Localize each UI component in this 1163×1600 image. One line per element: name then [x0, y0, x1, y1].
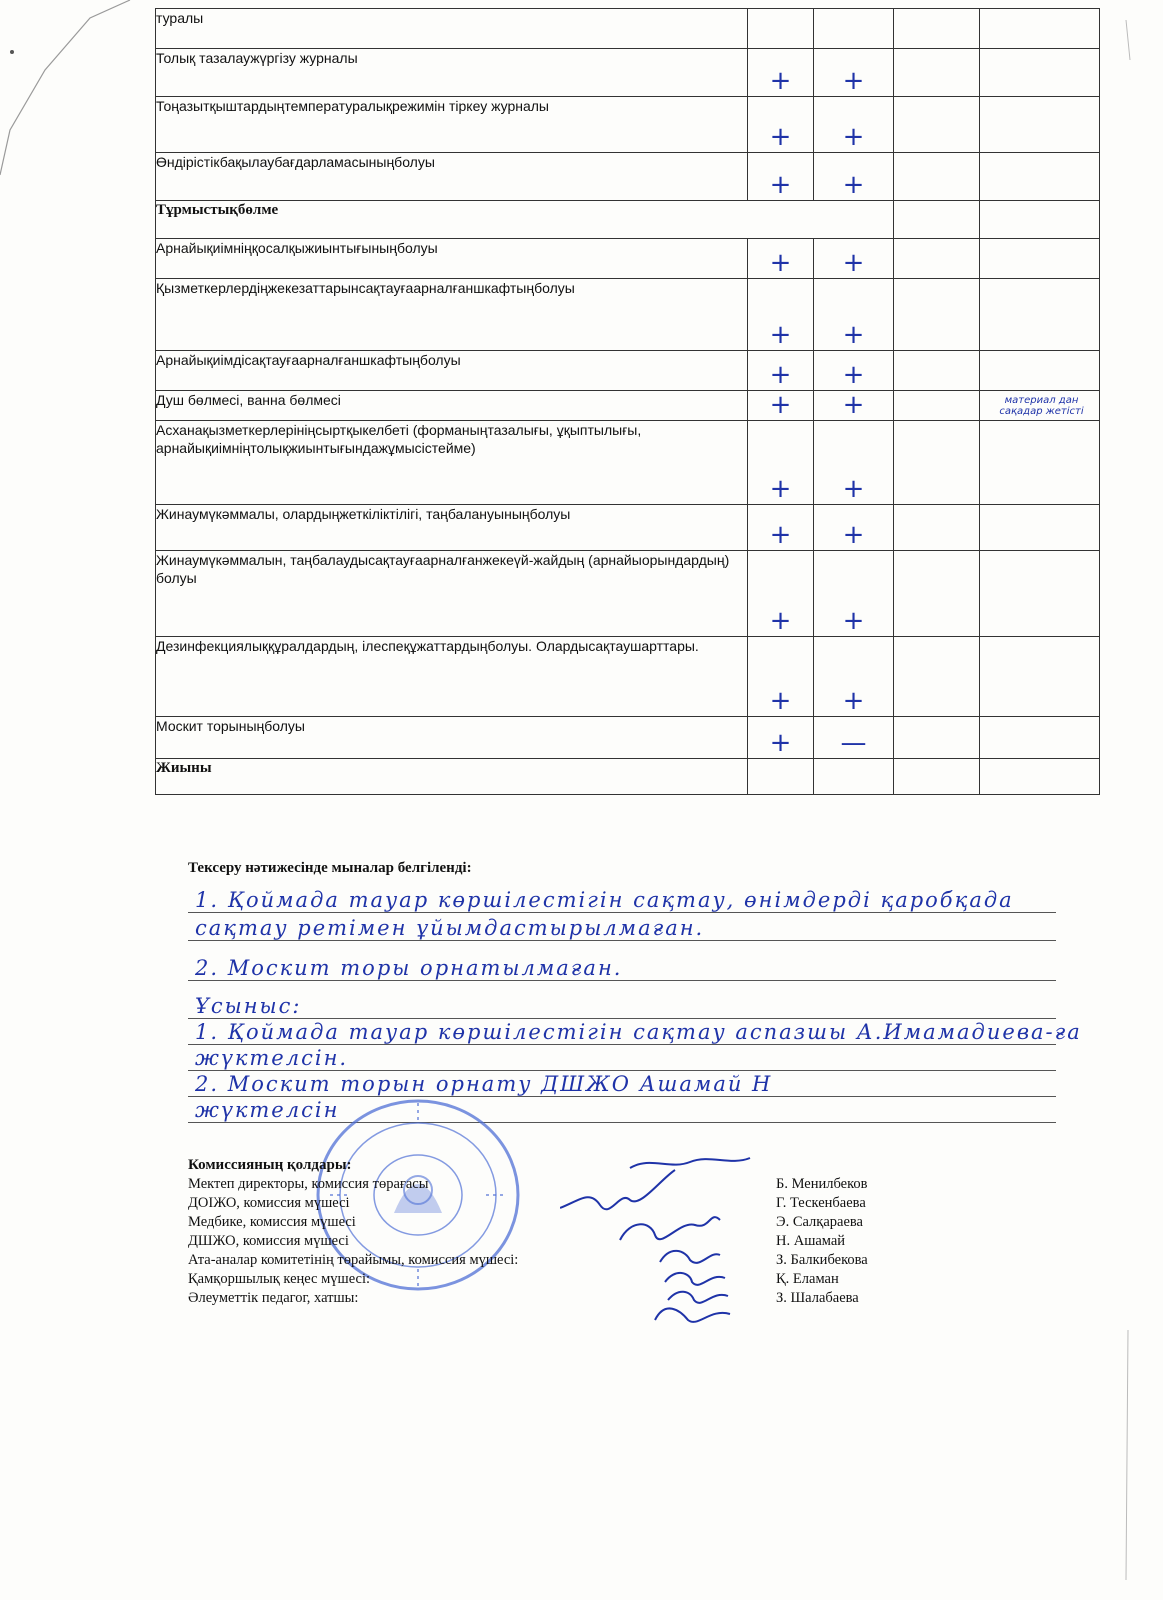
mark-cell [894, 505, 980, 551]
plus-mark: + [842, 122, 865, 152]
findings-title: Тексеру нәтижесінде мыналар белгіленді: [188, 860, 472, 876]
mark-cell [748, 351, 814, 391]
mark-cell [980, 9, 1100, 49]
table-row [156, 505, 1100, 551]
mark-cell [980, 97, 1100, 153]
mark-cell [980, 759, 1100, 795]
member-name: З. Балкибекова [776, 1252, 868, 1268]
mark-cell [748, 551, 814, 637]
criterion-label: Москит торыныңболуы [156, 717, 748, 759]
mark-cell [980, 637, 1100, 717]
member-role: ДОІЖО, комиссия мүшесі [188, 1195, 350, 1211]
mark-cell [814, 505, 894, 551]
mark-cell [814, 97, 894, 153]
mark-cell [894, 153, 980, 201]
mark-cell [814, 421, 894, 505]
mark-cell [748, 9, 814, 49]
mark-cell [748, 97, 814, 153]
criterion-label: Тоңазытқыштардыңтемпературалықрежимін тіркеу журналы [156, 97, 748, 153]
signatures-cluster [560, 1150, 780, 1355]
table-row [156, 637, 1100, 717]
mark-cell [748, 153, 814, 201]
criterion-label: Жиыны [156, 759, 748, 795]
table-row [156, 9, 1100, 49]
member-name: Э. Салқараева [776, 1214, 863, 1230]
table-row [156, 49, 1100, 97]
mark-cell [894, 637, 980, 717]
ruled-line [188, 996, 1056, 1019]
table-row [156, 717, 1100, 759]
mark-cell [894, 201, 980, 239]
mark-cell [980, 153, 1100, 201]
plus-mark: + [769, 606, 792, 636]
handwritten-finding: сақтау ретімен ұйымдастырылмаған. [195, 916, 705, 940]
member-role: ДШЖО, комиссия мүшесі [188, 1233, 349, 1249]
table-row [156, 201, 1100, 239]
plus-mark: + [769, 170, 792, 200]
mark-cell [894, 49, 980, 97]
plus-mark: + [769, 686, 792, 716]
mark-cell [748, 637, 814, 717]
mark-cell [980, 717, 1100, 759]
member-name: Н. Ашамай [776, 1233, 846, 1249]
commission-title: Комиссияның қолдары: [188, 1157, 352, 1173]
mark-cell [980, 421, 1100, 505]
plus-mark: + [842, 66, 865, 96]
mark-cell [894, 717, 980, 759]
mark-cell [748, 391, 814, 421]
mark-cell [980, 279, 1100, 351]
mark-cell [748, 239, 814, 279]
plus-mark: + [769, 320, 792, 350]
handwritten-finding: жүктелсін. [195, 1046, 349, 1070]
plus-mark: + [769, 520, 792, 550]
plus-mark: + [769, 66, 792, 96]
table-row [156, 279, 1100, 351]
member-role: Мектеп директоры, комиссия төрағасы [188, 1176, 429, 1192]
table-row [156, 391, 1100, 421]
criterion-label: Жинаумүкәммалын, таңбалаудысақтауғаарналғанжекеүй-жайдың (арнайыорындардың) болуы [156, 551, 748, 637]
plus-mark: + [769, 728, 792, 758]
plus-mark: + [769, 474, 792, 504]
mark-cell [748, 505, 814, 551]
mark-cell [814, 391, 894, 421]
plus-mark: + [842, 686, 865, 716]
mark-cell [894, 391, 980, 421]
inspection-checklist-table [155, 8, 1100, 795]
plus-mark: + [769, 360, 792, 390]
mark-cell [814, 637, 894, 717]
mark-cell [748, 759, 814, 795]
mark-cell [894, 351, 980, 391]
mark-cell [894, 421, 980, 505]
mark-cell [980, 201, 1100, 239]
criterion-label: Толық тазалаужүргізу журналы [156, 49, 748, 97]
mark-cell [894, 551, 980, 637]
plus-mark: + [842, 474, 865, 504]
mark-cell [814, 551, 894, 637]
plus-mark: + [769, 390, 792, 420]
criterion-label: Арнайықиімдісақтауғаарналғаншкафтыңболуы [156, 351, 748, 391]
handwritten-finding: 1. Қоймада тауар көршілестігін сақтау аспазшы А.Имамадиева-ға [195, 1020, 1082, 1044]
plus-mark: + [842, 606, 865, 636]
mark-cell [980, 49, 1100, 97]
plus-mark: + [842, 320, 865, 350]
plus-mark: + [769, 248, 792, 278]
mark-cell [748, 421, 814, 505]
plus-mark: + [842, 248, 865, 278]
table-row [156, 421, 1100, 505]
mark-cell [814, 351, 894, 391]
mark-cell [748, 717, 814, 759]
table-row [156, 351, 1100, 391]
mark-cell [814, 49, 894, 97]
table-row [156, 239, 1100, 279]
plus-mark: + [842, 170, 865, 200]
mark-cell [894, 279, 980, 351]
handwritten-finding: 1. Қоймада тауар көршілестігін сақтау, өнімдерді қаробқада [195, 888, 1014, 912]
mark-cell [980, 551, 1100, 637]
plus-mark: + [769, 122, 792, 152]
member-role: Медбике, комиссия мүшесі [188, 1214, 356, 1230]
mark-cell [894, 759, 980, 795]
handwritten-finding: 2. Москит торы орнатылмаған. [195, 956, 623, 980]
mark-cell [814, 9, 894, 49]
criterion-label: Дезинфекциялыққұралдардың, ілеспеқұжаттардыңболуы. Олардысақтаушарттары. [156, 637, 748, 717]
mark-cell [894, 97, 980, 153]
table-row [156, 759, 1100, 795]
mark-cell [748, 279, 814, 351]
criterion-label: Өндірістікбақылаубағдарламасыныңболуы [156, 153, 748, 201]
criterion-label: Қызметкерлердіңжекезаттарынсақтауғаарналғаншкафтыңболуы [156, 279, 748, 351]
member-role: Қамқоршылық кеңес мүшесі: [188, 1271, 371, 1287]
plus-mark: + [842, 360, 865, 390]
handwritten-finding: жүктелсін [195, 1098, 340, 1122]
member-name: Қ. Еламан [776, 1271, 839, 1287]
handwritten-finding: 2. Москит торын орнату ДШЖО Ашамай Н [195, 1072, 773, 1096]
mark-cell [980, 391, 1100, 421]
criterion-label: туралы [156, 9, 748, 49]
member-name: Б. Менилбеков [776, 1176, 868, 1192]
table-row [156, 551, 1100, 637]
mark-cell [980, 505, 1100, 551]
mark-cell [814, 279, 894, 351]
member-role: Әлеуметтік педагог, хатшы: [188, 1290, 359, 1306]
mark-cell [814, 153, 894, 201]
mark-cell [894, 9, 980, 49]
criterion-label: Душ бөлмесі, ванна бөлмесі [156, 391, 748, 421]
mark-cell [980, 239, 1100, 279]
plus-mark: + [842, 390, 865, 420]
member-name: Г. Тескенбаева [776, 1195, 866, 1211]
member-name: З. Шалабаева [776, 1290, 859, 1306]
member-role: Ата-аналар комитетінің төрайымы, комиссия мүшесі: [188, 1252, 519, 1268]
mark-cell [980, 351, 1100, 391]
section-header-cell: Тұрмыстықбөлме [156, 201, 894, 239]
mark-cell [894, 239, 980, 279]
table-row [156, 97, 1100, 153]
criterion-label: Жинаумүкәммалы, олардыңжеткіліктілігі, таңбалануыныңболуы [156, 505, 748, 551]
mark-cell [814, 239, 894, 279]
mark-cell [814, 759, 894, 795]
dash-mark: — [840, 728, 867, 758]
criterion-label: Асханақызметкерлерініңсыртқыкелбеті (форманыңтазалығы, ұқыптылығы, арнайықиімніңтолықжиынтығындажұмысістейме) [156, 421, 748, 505]
plus-mark: + [842, 520, 865, 550]
table-row [156, 153, 1100, 201]
criterion-label: Арнайықиімніңқосалқыжиынтығыныңболуы [156, 239, 748, 279]
mark-cell [814, 717, 894, 759]
mark-cell [748, 49, 814, 97]
handwritten-note: материал дан сақадар жетісті [999, 395, 1084, 417]
handwritten-finding: Ұсыныс: [195, 994, 302, 1018]
